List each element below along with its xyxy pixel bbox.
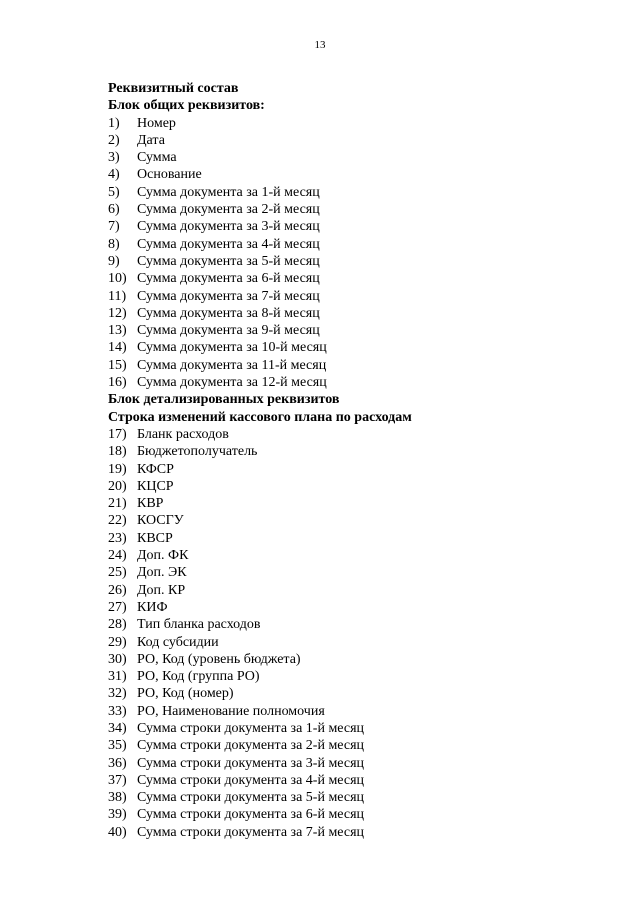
list-item-text: Доп. ФК: [137, 548, 189, 564]
list-item-number: 19): [108, 461, 127, 477]
list-item-text: Доп. ЭК: [137, 565, 187, 581]
list-item-number: 23): [108, 530, 127, 546]
list-item: [108, 668, 608, 685]
list-item-text: Сумма: [137, 150, 177, 166]
list-item-text: РО, Код (группа РО): [137, 669, 260, 685]
list-item-number: 35): [108, 738, 127, 754]
list-item: [108, 426, 608, 443]
list-item-number: 12): [108, 305, 127, 321]
list-item: [108, 253, 608, 270]
list-item: [108, 443, 608, 460]
list-item: [108, 236, 608, 253]
list-item: [108, 149, 608, 166]
list-item-number: 22): [108, 513, 127, 529]
list-item-text: Сумма строки документа за 5-й месяц: [137, 790, 365, 806]
list-item-number: 10): [108, 271, 127, 287]
list-item-text: Сумма документа за 10-й месяц: [137, 340, 327, 356]
list-item-number: 11): [108, 288, 127, 304]
list-item: [108, 755, 608, 772]
list-item-number: 36): [108, 755, 127, 771]
list-item: [108, 322, 608, 339]
list-item-number: 38): [108, 790, 127, 806]
list-item-number: 16): [108, 375, 127, 391]
list-item: [108, 651, 608, 668]
list-item: [108, 461, 608, 478]
section-heading: Блок детализированных реквизитов: [108, 392, 340, 408]
list-item-number: 1): [108, 115, 120, 131]
list-item-number: 14): [108, 340, 127, 356]
list-item: [108, 599, 608, 616]
list-item-text: Сумма документа за 1-й месяц: [137, 184, 320, 200]
list-item-number: 29): [108, 634, 127, 650]
list-item: [108, 184, 608, 201]
list-item-text: Сумма документа за 4-й месяц: [137, 236, 320, 252]
list-item: [108, 582, 608, 599]
list-item-number: 8): [108, 236, 120, 252]
list-item-text: КВР: [137, 496, 164, 512]
list-item-number: 27): [108, 599, 127, 615]
list-item: [108, 201, 608, 218]
list-item-number: 18): [108, 444, 127, 460]
list-item-number: 21): [108, 496, 127, 512]
list-item-text: Сумма строки документа за 2-й месяц: [137, 738, 365, 754]
list-item-text: Код субсидии: [137, 634, 219, 650]
section-heading: Строка изменений кассового плана по расходам: [108, 409, 412, 425]
list-item-text: Сумма строки документа за 7-й месяц: [137, 824, 365, 840]
list-item-number: 4): [108, 167, 120, 183]
list-item-number: 2): [108, 132, 120, 148]
list-item-number: 3): [108, 150, 120, 166]
list-item: [108, 806, 608, 823]
list-item: [108, 512, 608, 529]
list-item-number: 30): [108, 651, 127, 667]
list-item-text: КФСР: [137, 461, 174, 477]
list-item-text: КЦСР: [137, 478, 174, 494]
list-item: [108, 218, 608, 235]
list-item-number: 40): [108, 824, 127, 840]
list-item-text: Сумма документа за 3-й месяц: [137, 219, 320, 235]
list-item: [108, 530, 608, 547]
list-item-number: 25): [108, 565, 127, 581]
list-item-text: Сумма строки документа за 1-й месяц: [137, 720, 365, 736]
list-item-number: 28): [108, 617, 127, 633]
list-item-text: КВСР: [137, 530, 173, 546]
list-item-text: РО, Наименование полномочия: [137, 703, 325, 719]
list-item-text: Сумма документа за 9-й месяц: [137, 323, 320, 339]
list-item: [108, 547, 608, 564]
list-item-text: Номер: [137, 115, 176, 131]
list-item-text: Бюджетополучатель: [137, 444, 258, 460]
document-title: Реквизитный состав: [108, 81, 239, 96]
list-item: [108, 616, 608, 633]
list-item-text: КОСГУ: [137, 513, 184, 529]
list-item-text: Сумма документа за 6-й месяц: [137, 271, 320, 287]
list-item: [108, 357, 608, 374]
list-item-number: 9): [108, 253, 120, 269]
list-item-text: Сумма документа за 8-й месяц: [137, 305, 320, 321]
document-body: [108, 80, 608, 841]
list-item: [108, 824, 608, 841]
list-item-text: РО, Код (уровень бюджета): [137, 651, 301, 667]
section-heading: Блок общих реквизитов:: [108, 98, 265, 114]
list-item-text: РО, Код (номер): [137, 686, 234, 702]
list-item: [108, 166, 608, 183]
list-item: [108, 115, 608, 132]
list-item-number: 34): [108, 720, 127, 736]
list-item-text: Сумма строки документа за 6-й месяц: [137, 807, 365, 823]
list-item-number: 26): [108, 582, 127, 598]
list-item-number: 13): [108, 323, 127, 339]
list-item-text: Сумма документа за 5-й месяц: [137, 253, 320, 269]
list-item: [108, 288, 608, 305]
list-item: [108, 495, 608, 512]
list-item-text: Бланк расходов: [137, 426, 229, 442]
list-item-number: 5): [108, 184, 120, 200]
list-item-number: 6): [108, 202, 120, 218]
list-item-text: Сумма документа за 7-й месяц: [137, 288, 320, 304]
list-item: [108, 789, 608, 806]
list-item-text: Сумма строки документа за 4-й месяц: [137, 772, 365, 788]
list-item: [108, 634, 608, 651]
list-item: [108, 374, 608, 391]
list-item-text: КИФ: [137, 599, 168, 615]
list-item: [108, 305, 608, 322]
list-item: [108, 720, 608, 737]
list-item-text: Сумма строки документа за 3-й месяц: [137, 755, 365, 771]
list-item: [108, 685, 608, 702]
list-item: [108, 772, 608, 789]
list-item-number: 24): [108, 548, 127, 564]
list-item-text: Сумма документа за 11-й месяц: [137, 357, 327, 373]
list-item-number: 31): [108, 669, 127, 685]
list-item-text: Сумма документа за 2-й месяц: [137, 202, 320, 218]
list-item-text: Дата: [137, 132, 165, 148]
list-item-number: 17): [108, 426, 127, 442]
list-item-number: 32): [108, 686, 127, 702]
list-item: [108, 132, 608, 149]
list-item: [108, 737, 608, 754]
list-item: [108, 339, 608, 356]
list-item-number: 7): [108, 219, 120, 235]
list-item-text: Доп. КР: [137, 582, 186, 598]
list-item-number: 15): [108, 357, 127, 373]
list-item-text: Тип бланка расходов: [137, 617, 261, 633]
list-item-number: 37): [108, 772, 127, 788]
list-item-text: Сумма документа за 12-й месяц: [137, 375, 327, 391]
list-item-number: 33): [108, 703, 127, 719]
list-item-number: 20): [108, 478, 127, 494]
list-item-number: 39): [108, 807, 127, 823]
list-item-text: Основание: [137, 167, 202, 183]
list-item: [108, 478, 608, 495]
list-item: [108, 270, 608, 287]
list-item: [108, 703, 608, 720]
list-item: [108, 564, 608, 581]
page-number: 13: [314, 39, 326, 51]
